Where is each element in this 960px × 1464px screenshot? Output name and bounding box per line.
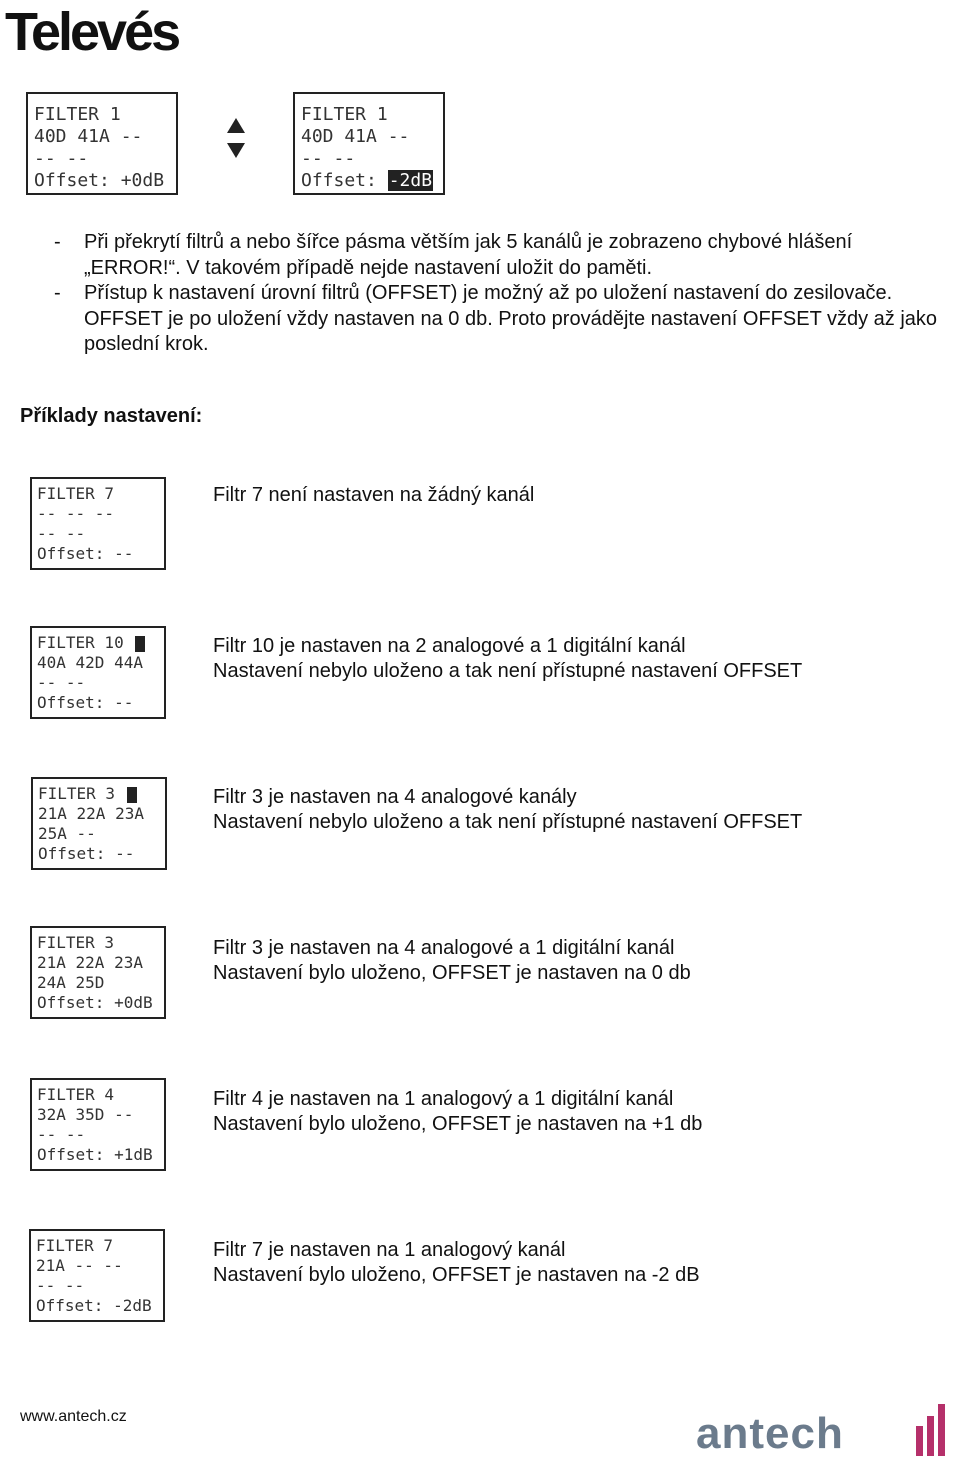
televes-logo: Televés (5, 2, 179, 62)
example-description (213, 1087, 702, 1137)
lcd-line-text: FILTER 10 (37, 633, 124, 652)
example-desc-line: Nastavení nebylo uloženo a tak není přístupné nastavení OFFSET (213, 811, 803, 833)
example-lcd (30, 1078, 166, 1171)
note-text: Při překrytí filtrů a nebo šířce pásma větším jak 5 kanálů je zobrazeno chybové hlášení „ERROR!“. V takovém případě nejde nastavení uložit do paměti. (84, 231, 853, 279)
lcd-line: -- -- (301, 148, 356, 169)
lcd-line-offset (301, 170, 443, 192)
lcd-line: -- -- (37, 524, 86, 543)
offset-value: +0dB (120, 170, 165, 191)
example-desc-line: Nastavení nebylo uloženo a tak není přístupné nastavení OFFSET (213, 660, 803, 682)
cursor-block-icon (135, 636, 145, 652)
lcd-line: Offset: +1dB (37, 1145, 153, 1164)
examples-heading: Příklady nastavení: (20, 405, 203, 427)
lcd-line: 25A -- (38, 824, 96, 843)
note-item (54, 281, 944, 358)
lcd-line: -- -- (36, 1276, 85, 1295)
lcd-line: 40D 41A -- (34, 126, 143, 147)
example-desc-line: Nastavení bylo uloženo, OFFSET je nastaven na -2 dB (213, 1264, 700, 1286)
lcd-line: 32A 35D -- (37, 1105, 134, 1124)
lcd-line: 21A 22A 23A (37, 953, 143, 972)
logo-bar (916, 1426, 923, 1456)
example-lcd (29, 1229, 165, 1322)
bullet-dash: - (54, 231, 61, 253)
lcd-line: 40D 41A -- (301, 126, 410, 147)
arrow-up-icon (227, 118, 245, 133)
arrow-down-icon (227, 143, 245, 158)
lcd-line: -- -- -- (37, 504, 115, 523)
logo-bar (938, 1404, 945, 1456)
lcd-line: Offset: -2dB (36, 1296, 152, 1315)
bullet-dash: - (54, 282, 61, 304)
lcd-line: FILTER 3 (37, 933, 115, 952)
example-desc-line: Filtr 3 je nastaven na 4 analogové a 1 digitální kanál (213, 937, 675, 959)
lcd-line: FILTER 7 (36, 1236, 114, 1255)
footer-website-link[interactable]: www.antech.cz (20, 1408, 127, 1425)
lcd-line: Offset: +0dB (37, 993, 153, 1012)
lcd-line: 40A 42D 44A (37, 653, 143, 672)
note-text: Přístup k nastavení úrovní filtrů (OFFSET) je možný až po uložení nastavení do zesilovače. OFFSET je po uložení vždy nastaven na 0 db. Proto provádějte nastavení OFFSET vždy až jako poslední krok. (84, 282, 938, 355)
lcd-line: FILTER 7 (37, 484, 115, 503)
example-desc-line: Filtr 7 není nastaven na žádný kanál (213, 484, 535, 506)
lcd-line (37, 633, 164, 653)
lcd-line-text: FILTER 3 (38, 784, 116, 803)
example-description (213, 1238, 700, 1288)
lcd-line: -- -- (37, 1125, 86, 1144)
cursor-block-icon (127, 787, 137, 803)
example-desc-line: Filtr 4 je nastaven na 1 analogový a 1 digitální kanál (213, 1088, 674, 1110)
lcd-line (38, 784, 165, 804)
offset-value-highlighted: -2dB (388, 170, 433, 191)
example-lcd (31, 777, 167, 870)
lcd-line: -- -- (37, 673, 86, 692)
lcd-line: Offset: -- (37, 693, 134, 712)
example-lcd (30, 926, 166, 1019)
lcd-line: FILTER 1 (301, 104, 388, 125)
example-description (213, 785, 802, 835)
lcd-line-offset (34, 170, 176, 192)
example-desc-line: Filtr 7 je nastaven na 1 analogový kanál (213, 1239, 566, 1261)
offset-label: Offset: (301, 170, 377, 191)
note-item (54, 230, 944, 281)
example-desc-line: Filtr 3 je nastaven na 4 analogové kanály (213, 786, 577, 808)
antech-logo (694, 1398, 956, 1458)
logo-bar (927, 1416, 934, 1456)
example-desc-line: Filtr 10 je nastaven na 2 analogové a 1 digitální kanál (213, 635, 686, 657)
example-desc-line: Nastavení bylo uloženo, OFFSET je nastaven na +1 db (213, 1113, 703, 1135)
up-down-arrows (224, 118, 248, 158)
example-description (213, 634, 802, 684)
lcd-line: -- -- (34, 148, 89, 169)
example-description (213, 936, 691, 986)
antech-logo-text: antech (696, 1409, 844, 1458)
lcd-line: 21A 22A 23A (38, 804, 144, 823)
lcd-line: 21A -- -- (36, 1256, 123, 1275)
notes-list (54, 230, 944, 358)
lcd-display-offset-0db (26, 92, 178, 195)
example-lcd (30, 477, 166, 570)
example-desc-line: Nastavení bylo uloženo, OFFSET je nastaven na 0 db (213, 962, 691, 984)
lcd-line: Offset: -- (37, 544, 134, 563)
offset-label: Offset: (34, 170, 110, 191)
lcd-line: Offset: -- (38, 844, 135, 863)
lcd-line: FILTER 4 (37, 1085, 115, 1104)
lcd-line: FILTER 1 (34, 104, 121, 125)
lcd-line: 24A 25D (37, 973, 105, 992)
lcd-display-offset-minus2db (293, 92, 445, 195)
example-lcd (30, 626, 166, 719)
example-description (213, 483, 534, 508)
